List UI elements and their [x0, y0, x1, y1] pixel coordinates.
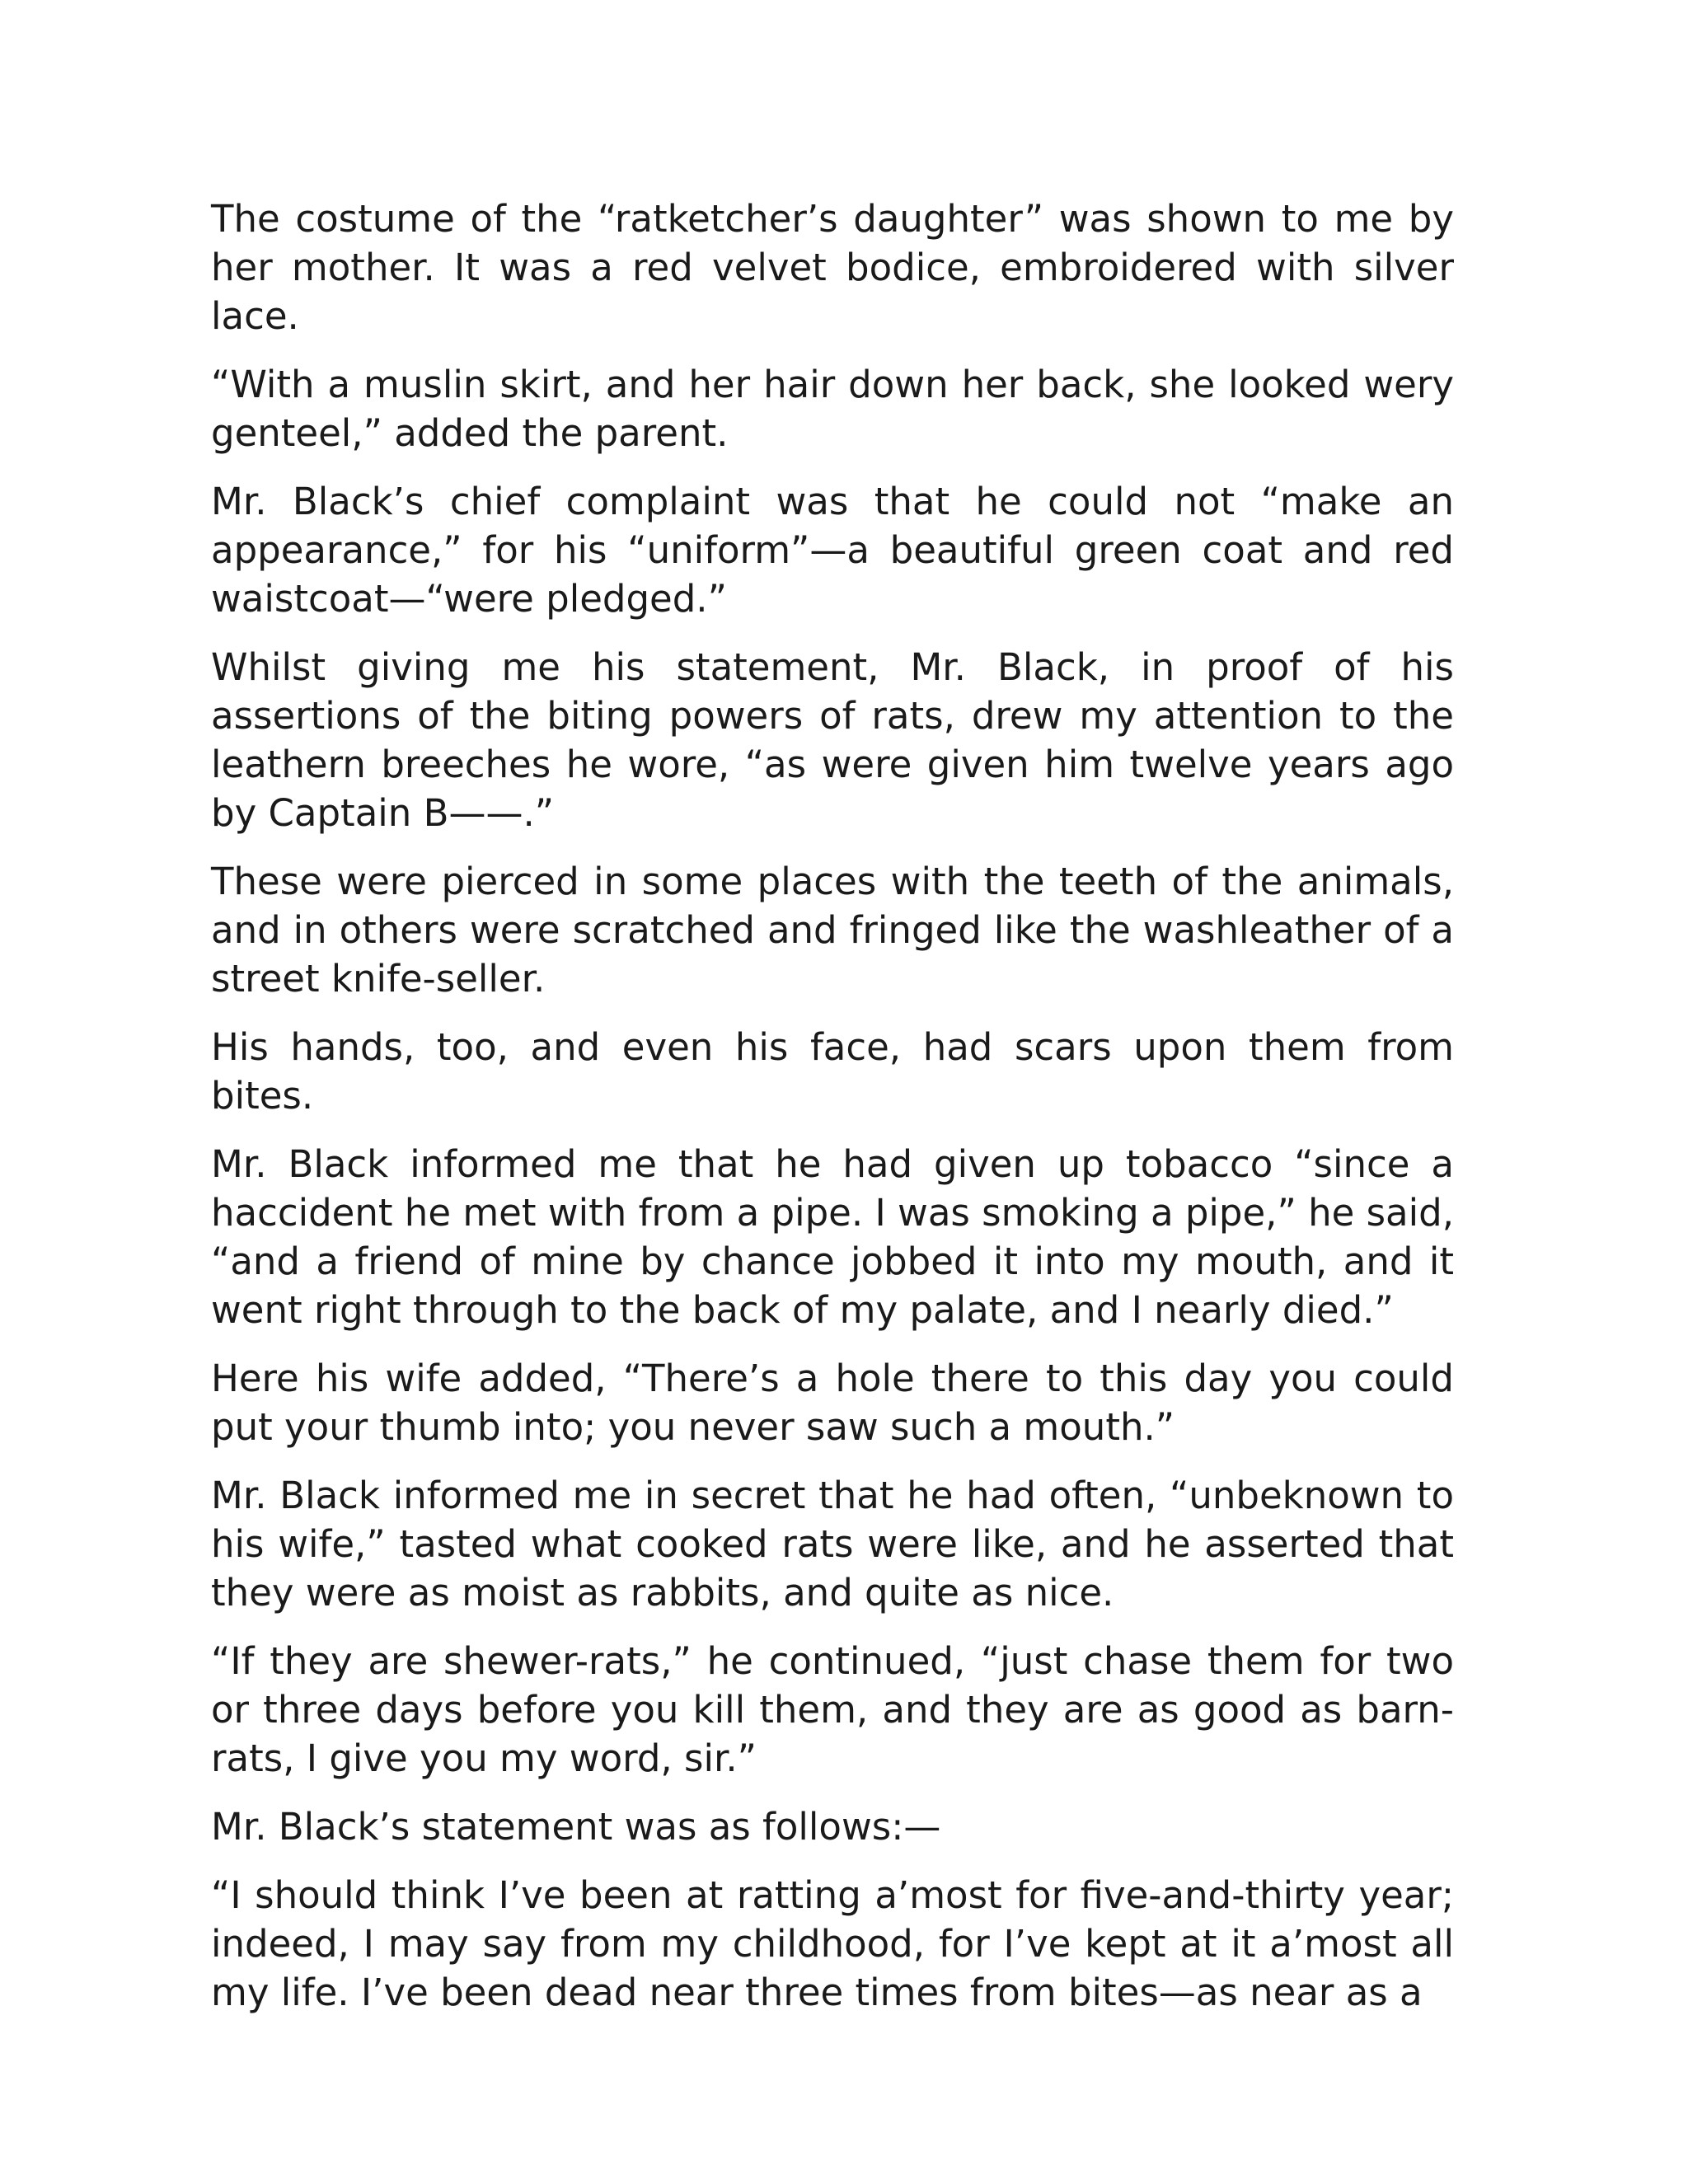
- paragraph-cooked-rats: Mr. Black informed me in secret that he had often, “unbeknown to his wife,” tasted what cooked rats were like, and he asserted that they were as moist as rabbits, and quite as nice.: [211, 1474, 1454, 1615]
- paragraph-wife-added: Here his wife added, “There’s a hole there to this day you could put your thumb into; you never saw such a mouth.”: [211, 1357, 1454, 1449]
- paragraph-statement-start: “I should think I’ve been at ratting a’most for five-and-thirty year; indeed, I may say from my childhood, for I’ve kept at it a’most all my life. I’ve been dead near three times from bites—as near as a: [211, 1873, 1454, 2014]
- paragraph-pierced: These were pierced in some places with the teeth of the animals, and in others were scratched and fringed like the washleather of a street knife-seller.: [211, 860, 1454, 1001]
- paragraph-leathern-breeches: Whilst giving me his statement, Mr. Black, in proof of his assertions of the biting powers of rats, drew my attention to the leathern breeches he wore, “as were given him twelve years ago by Captain B——.”: [211, 645, 1454, 835]
- paragraph-muslin-skirt: “With a muslin skirt, and her hair down her back, she looked wery genteel,” added the parent.: [211, 363, 1454, 455]
- paragraph-chief-complaint: Mr. Black’s chief complaint was that he could not “make an appearance,” for his “uniform”—a beautiful green coat and red waistcoat—“were pledged.”: [211, 480, 1454, 621]
- paragraph-scars: His hands, too, and even his face, had scars upon them from bites.: [211, 1025, 1454, 1118]
- paragraph-shewer-rats: “If they are shewer-rats,” he continued, “just chase them for two or three days before you kill them, and they are as good as barn-rats, I give you my word, sir.”: [211, 1639, 1454, 1780]
- paragraph-statement-intro: Mr. Black’s statement was as follows:—: [211, 1805, 941, 1849]
- page-body: [211, 194, 1454, 2036]
- paragraph-costume: The costume of the “ratketcher’s daughter” was shown to me by her mother. It was a red velvet bodice, embroidered with silver lace.: [211, 197, 1454, 338]
- paragraph-tobacco: Mr. Black informed me that he had given up tobacco “since a haccident he met with from a pipe. I was smoking a pipe,” he said, “and a friend of mine by chance jobbed it into my mouth, and it went right through to the back of my palate, and I nearly died.”: [211, 1142, 1454, 1332]
